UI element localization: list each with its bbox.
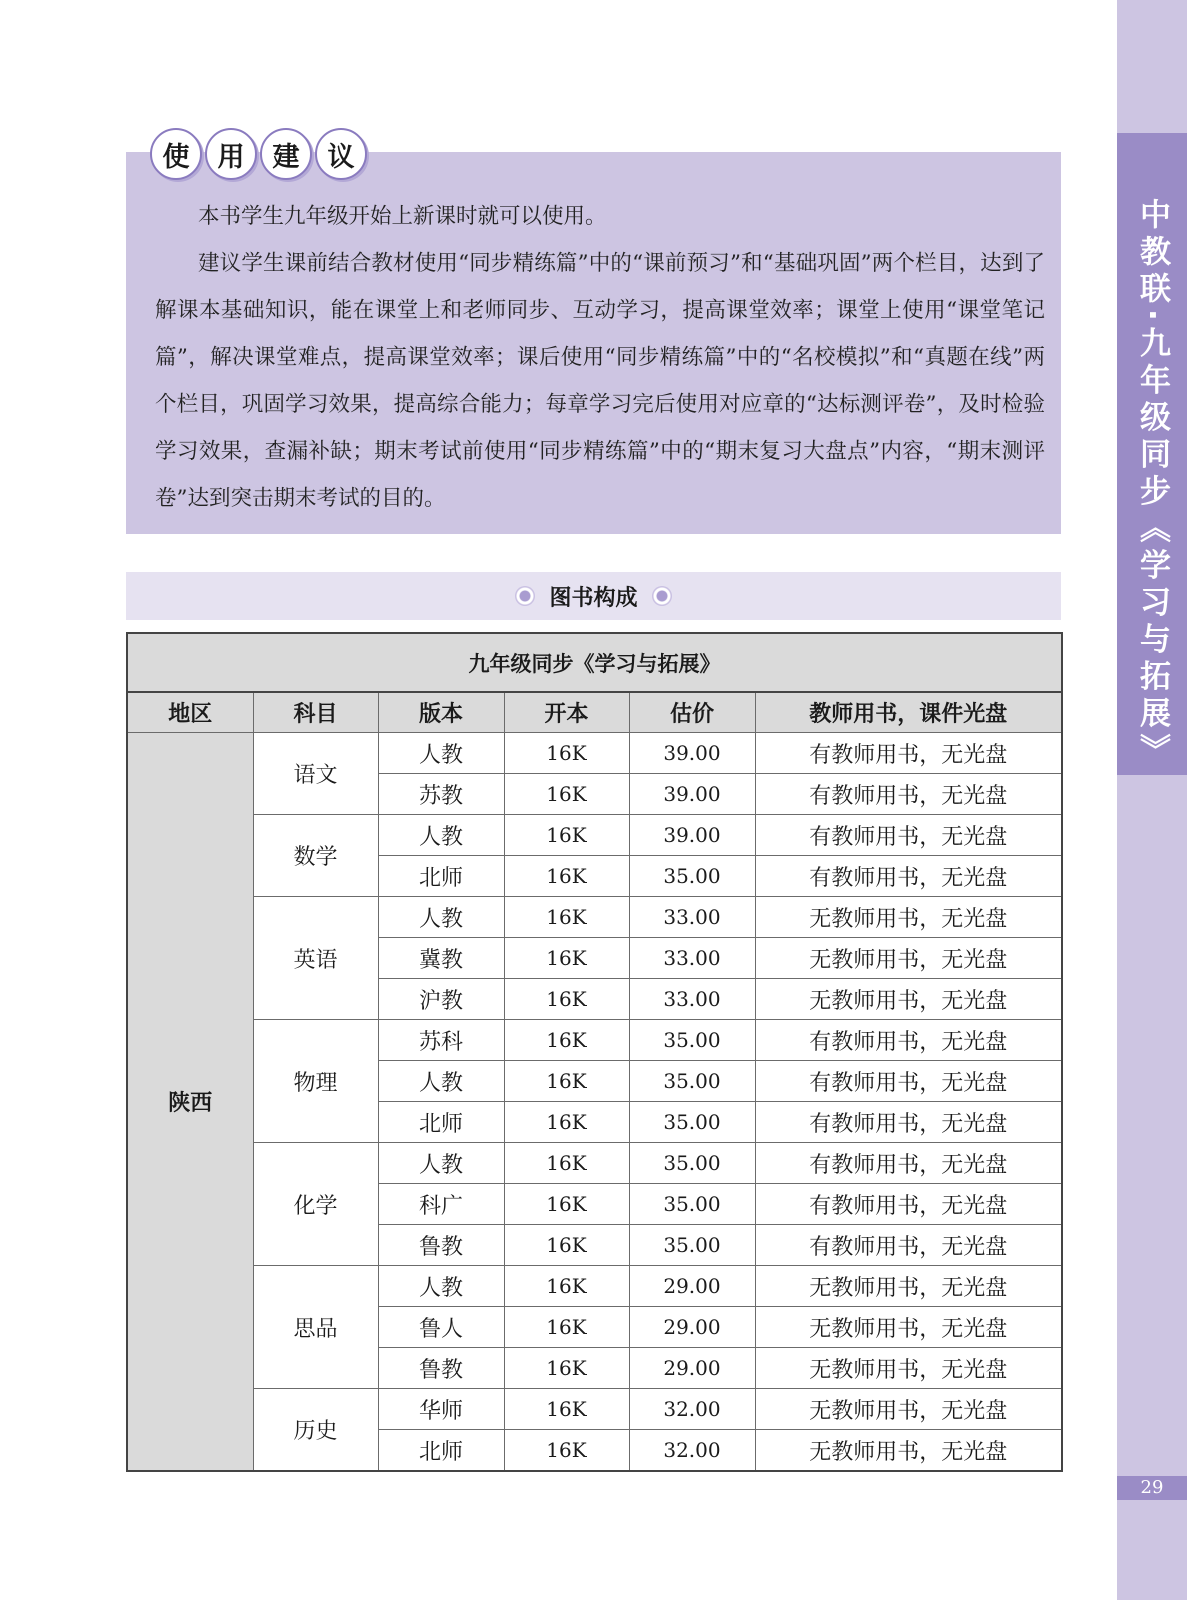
price-cell: 33.00 bbox=[629, 938, 755, 979]
format-cell: 16K bbox=[504, 979, 629, 1020]
teacher-resources-cell: 有教师用书，无光盘 bbox=[755, 733, 1062, 774]
edition-cell: 科广 bbox=[378, 1184, 504, 1225]
badge-char-4: 议 bbox=[315, 128, 367, 180]
subject-cell: 思品 bbox=[253, 1266, 378, 1389]
edition-cell: 人教 bbox=[378, 733, 504, 774]
edition-cell: 冀教 bbox=[378, 938, 504, 979]
teacher-resources-cell: 有教师用书，无光盘 bbox=[755, 1020, 1062, 1061]
teacher-resources-cell: 无教师用书，无光盘 bbox=[755, 1430, 1062, 1472]
edition-cell: 北师 bbox=[378, 1102, 504, 1143]
edition-cell: 人教 bbox=[378, 897, 504, 938]
column-header: 教师用书，课件光盘 bbox=[755, 692, 1062, 733]
page-number: 29 bbox=[1117, 1476, 1187, 1500]
format-cell: 16K bbox=[504, 1225, 629, 1266]
price-cell: 29.00 bbox=[629, 1348, 755, 1389]
teacher-resources-cell: 有教师用书，无光盘 bbox=[755, 1143, 1062, 1184]
subject-cell: 物理 bbox=[253, 1020, 378, 1143]
teacher-resources-cell: 有教师用书，无光盘 bbox=[755, 774, 1062, 815]
format-cell: 16K bbox=[504, 1184, 629, 1225]
table-row bbox=[127, 1389, 1062, 1430]
format-cell: 16K bbox=[504, 897, 629, 938]
edition-cell: 北师 bbox=[378, 1430, 504, 1472]
teacher-resources-cell: 无教师用书，无光盘 bbox=[755, 1348, 1062, 1389]
table-body bbox=[127, 733, 1062, 1472]
edition-cell: 北师 bbox=[378, 856, 504, 897]
subject-cell: 历史 bbox=[253, 1389, 378, 1472]
price-cell: 35.00 bbox=[629, 1143, 755, 1184]
subject-cell: 语文 bbox=[253, 733, 378, 815]
price-cell: 32.00 bbox=[629, 1389, 755, 1430]
format-cell: 16K bbox=[504, 938, 629, 979]
teacher-resources-cell: 有教师用书，无光盘 bbox=[755, 1184, 1062, 1225]
price-cell: 35.00 bbox=[629, 1102, 755, 1143]
table-row bbox=[127, 897, 1062, 938]
price-cell: 29.00 bbox=[629, 1307, 755, 1348]
price-cell: 29.00 bbox=[629, 1266, 755, 1307]
teacher-resources-cell: 无教师用书，无光盘 bbox=[755, 897, 1062, 938]
edition-cell: 沪教 bbox=[378, 979, 504, 1020]
table-row bbox=[127, 1143, 1062, 1184]
edition-cell: 人教 bbox=[378, 815, 504, 856]
teacher-resources-cell: 无教师用书，无光盘 bbox=[755, 979, 1062, 1020]
column-header: 科目 bbox=[253, 692, 378, 733]
edition-cell: 人教 bbox=[378, 1061, 504, 1102]
badge-char-2: 用 bbox=[205, 128, 257, 180]
table-row bbox=[127, 1266, 1062, 1307]
format-cell: 16K bbox=[504, 1143, 629, 1184]
column-header: 估价 bbox=[629, 692, 755, 733]
column-header: 地区 bbox=[127, 692, 253, 733]
edition-cell: 苏教 bbox=[378, 774, 504, 815]
price-cell: 35.00 bbox=[629, 1184, 755, 1225]
teacher-resources-cell: 有教师用书，无光盘 bbox=[755, 815, 1062, 856]
teacher-resources-cell: 无教师用书，无光盘 bbox=[755, 1389, 1062, 1430]
subject-cell: 数学 bbox=[253, 815, 378, 897]
table-header-row bbox=[127, 692, 1062, 733]
format-cell: 16K bbox=[504, 733, 629, 774]
table-row bbox=[127, 1020, 1062, 1061]
badge-char-3: 建 bbox=[260, 128, 312, 180]
bullet-dot-icon bbox=[652, 586, 672, 606]
edition-cell: 苏科 bbox=[378, 1020, 504, 1061]
format-cell: 16K bbox=[504, 1020, 629, 1061]
side-title: 中教联·九年级同步《学习与拓展》 bbox=[1134, 198, 1170, 771]
price-cell: 35.00 bbox=[629, 1061, 755, 1102]
format-cell: 16K bbox=[504, 856, 629, 897]
format-cell: 16K bbox=[504, 1102, 629, 1143]
price-cell: 35.00 bbox=[629, 1225, 755, 1266]
format-cell: 16K bbox=[504, 1430, 629, 1472]
region-cell: 陕西 bbox=[127, 733, 253, 1472]
table-row bbox=[127, 733, 1062, 774]
advice-paragraph-1: 本书学生九年级开始上新课时就可以使用。 bbox=[198, 204, 607, 229]
edition-cell: 鲁教 bbox=[378, 1348, 504, 1389]
price-cell: 33.00 bbox=[629, 897, 755, 938]
table-caption: 九年级同步《学习与拓展》 bbox=[127, 633, 1062, 692]
format-cell: 16K bbox=[504, 815, 629, 856]
section-header bbox=[126, 572, 1061, 620]
price-cell: 35.00 bbox=[629, 1020, 755, 1061]
format-cell: 16K bbox=[504, 1307, 629, 1348]
price-cell: 35.00 bbox=[629, 856, 755, 897]
advice-paragraph-2: 建议学生课前结合教材使用“同步精练篇”中的“课前预习”和“基础巩固”两个栏目，达到了解课本基础知识，能在课堂上和老师同步、互动学习，提高课堂效率；课堂上使用“课堂笔记篇”，解决课堂难点，提高课堂效率；课后使用“同步精练篇”中的“名校模拟”和“真题在线”两个栏目，巩固学习效果，提高综合能力；每章学习完后使用对应章的“达标测评卷”，及时检验学习效果，查漏补缺；期末考试前使用“同步精练篇”中的“期末复习大盘点”内容，“期末测评卷”达到突击期末考试的目的。 bbox=[155, 251, 1045, 511]
teacher-resources-cell: 无教师用书，无光盘 bbox=[755, 1307, 1062, 1348]
section-title: 图书构成 bbox=[549, 585, 638, 611]
column-header: 开本 bbox=[504, 692, 629, 733]
edition-cell: 人教 bbox=[378, 1266, 504, 1307]
teacher-resources-cell: 无教师用书，无光盘 bbox=[755, 938, 1062, 979]
edition-cell: 鲁教 bbox=[378, 1225, 504, 1266]
edition-cell: 鲁人 bbox=[378, 1307, 504, 1348]
price-cell: 33.00 bbox=[629, 979, 755, 1020]
format-cell: 16K bbox=[504, 1389, 629, 1430]
price-cell: 32.00 bbox=[629, 1430, 755, 1472]
bullet-dot-icon bbox=[515, 586, 535, 606]
teacher-resources-cell: 有教师用书，无光盘 bbox=[755, 1061, 1062, 1102]
subject-cell: 英语 bbox=[253, 897, 378, 1020]
badge-char-1: 使 bbox=[150, 128, 202, 180]
edition-cell: 华师 bbox=[378, 1389, 504, 1430]
price-cell: 39.00 bbox=[629, 815, 755, 856]
format-cell: 16K bbox=[504, 1348, 629, 1389]
teacher-resources-cell: 有教师用书，无光盘 bbox=[755, 856, 1062, 897]
price-cell: 39.00 bbox=[629, 733, 755, 774]
edition-cell: 人教 bbox=[378, 1143, 504, 1184]
format-cell: 16K bbox=[504, 1061, 629, 1102]
price-cell: 39.00 bbox=[629, 774, 755, 815]
teacher-resources-cell: 无教师用书，无光盘 bbox=[755, 1266, 1062, 1307]
book-composition-table bbox=[126, 632, 1063, 1472]
table-row bbox=[127, 815, 1062, 856]
format-cell: 16K bbox=[504, 1266, 629, 1307]
usage-advice-text bbox=[155, 193, 1045, 522]
format-cell: 16K bbox=[504, 774, 629, 815]
subject-cell: 化学 bbox=[253, 1143, 378, 1266]
teacher-resources-cell: 有教师用书，无光盘 bbox=[755, 1102, 1062, 1143]
teacher-resources-cell: 有教师用书，无光盘 bbox=[755, 1225, 1062, 1266]
column-header: 版本 bbox=[378, 692, 504, 733]
